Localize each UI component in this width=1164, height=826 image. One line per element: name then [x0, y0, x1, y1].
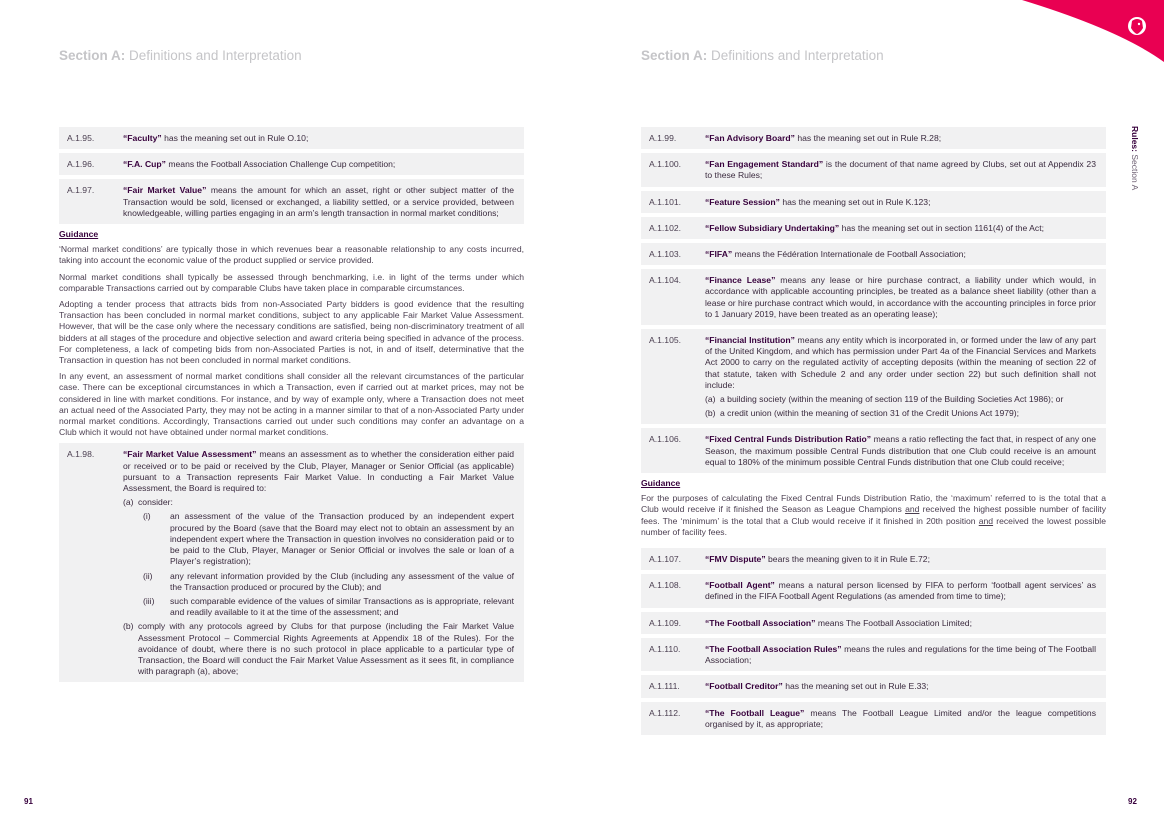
definition-text [123, 159, 514, 170]
definition-description: means any lease or hire purchase contract, a liability under which would, in accordance with applicable accounting principles, be treated as a balance sheet liability (other than a lease or hire purchase contract which would, in accordance with the accounting principles in force prior to 1 January 2019, have been treated as an operating lease); [705, 275, 1096, 319]
definition-number: A.1.109. [649, 617, 682, 628]
clause-b [123, 621, 514, 677]
clause-label: (b) [123, 621, 134, 632]
definition-description: has the meaning set out in Rule O.10; [161, 133, 309, 143]
subclause-item [705, 408, 1096, 419]
subclause-list [705, 394, 1096, 419]
definition-term: “Fixed Central Funds Distribution Ratio” [705, 434, 872, 445]
page-number-right: 92 [1128, 797, 1137, 806]
definition-text [705, 159, 1096, 181]
subclause-label: (ii) [143, 570, 153, 581]
subclause-list [123, 511, 514, 618]
definition-row [59, 153, 524, 175]
definition-row [641, 127, 1106, 149]
section-header-bold: Section A: [59, 48, 126, 63]
guidance-paragraph: Adopting a tender process that attracts bids from non-Associated Party bidders is good evidence that the resulting Transaction has been concluded in normal market conditions, subject to any applicable Fair Market Value Assessment. However, that will be the case only where the necessary conditions are satisfied, being non-discriminatory treatment of all bidders at all stages of the procedure and objective selection and award criteria being specified in advance of the process. For completeness, a lack of competing bids from non-Associated Parties is not, in and of itself, determinative that the Transaction in question has not been concluded in normal market conditions. [59, 299, 524, 366]
guidance-underlined: and [905, 504, 920, 515]
definition-row [641, 217, 1106, 239]
definition-number: A.1.107. [649, 554, 682, 565]
side-label [1128, 126, 1142, 216]
definition-number: A.1.111. [649, 681, 680, 692]
definition-number: A.1.104. [649, 275, 682, 286]
definition-row [59, 179, 524, 224]
definitions-group [641, 548, 1106, 735]
definition-description: is the document of that name agreed by Clubs, set out at Appendix 23 to these Rules; [705, 159, 1096, 181]
definition-description: has the meaning set out in Rule R.28; [794, 133, 942, 143]
definition-number: A.1.103. [649, 249, 682, 260]
subclause-text: a building society (within the meaning of section 119 of the Building Societies Act 1986); or [720, 394, 1064, 405]
definition-row [641, 153, 1106, 186]
definition-number: A.1.96. [67, 159, 95, 170]
subclause-label: (b) [705, 408, 716, 419]
definition-row [641, 548, 1106, 570]
guidance-paragraph: Normal market conditions shall typically be assessed through benchmarking, i.e. in light of the terms under which comparable Transactions carried out by comparable Clubs have taken place in comparable circumstances. [59, 271, 524, 293]
definition-term: “Football Creditor” [705, 681, 783, 692]
definition-body [123, 449, 514, 677]
subclause-item [123, 511, 514, 567]
section-header-bold: Section A: [641, 48, 708, 63]
clause-text: consider: [138, 497, 173, 508]
subclause-text: a credit union (within the meaning of section 31 of the Credit Unions Act 1979); [720, 408, 1020, 419]
guidance-underlined: and [978, 515, 994, 526]
definition-row [641, 269, 1106, 325]
definition-description: means the Fédération Internationale de Football Association; [732, 249, 966, 260]
section-header-text: Definitions and Interpretation [125, 48, 302, 63]
definition-a1106 [641, 428, 1106, 473]
definition-text [705, 708, 1096, 730]
definition-term: “The Football Association Rules” [705, 643, 842, 654]
definition-text [705, 434, 1096, 468]
definition-term: “Fair Market Value” [123, 185, 207, 196]
definition-description: means an assessment as to whether the consideration either paid or received or to be paid or received by the Club, Player, Manager or Senior Official (as applicable) pursuant to a Transaction represents Fair Market Value. In conducting a Fair Market Value Assessment, the Board is required to: [123, 449, 514, 494]
guidance-paragraphs [59, 244, 524, 438]
definition-a198 [59, 443, 524, 682]
definition-row [641, 638, 1106, 671]
definition-description: means any entity which is incorporated in, or formed under the law of any part of the United Kingdom, and which has permission under Part 4a of the Financial Services and Markets Act 2000 to carry on the regulated activity of accepting deposits (within the meaning of section 22 of that statute, taken with Schedule 2 and any order under section 22) but such definition shall not include: [705, 335, 1096, 390]
definition-text [705, 681, 1096, 692]
definition-description: means a ratio reflecting the fact that, in respect of any one Season, the maximum possible Central Funds distribution that one Club could receive is an amount equal to 180% of the minimum possible Central Funds distribution that one Club could receive; [705, 434, 1096, 467]
definition-row [641, 191, 1106, 213]
definition-term: “Football Agent” [705, 580, 775, 591]
section-header [641, 48, 884, 63]
section-header-text: Definitions and Interpretation [707, 48, 884, 63]
definition-number: A.1.102. [649, 222, 682, 233]
definition-term: “The Football League” [705, 707, 805, 718]
definition-term: “Faculty” [123, 133, 162, 143]
definition-text [705, 275, 1096, 320]
definition-number: A.1.98. [67, 449, 95, 460]
definition-description: means The Football League Limited and/or the league competitions organised by it, as appropriate; [705, 707, 1096, 729]
definition-term: “The Football Association” [705, 617, 816, 628]
left-content [59, 127, 524, 686]
definition-row [641, 675, 1106, 697]
definition-number: A.1.106. [649, 434, 682, 445]
definition-text [705, 133, 1096, 144]
subclause-item [705, 394, 1096, 405]
definition-description: means the Football Association Challenge Cup competition; [165, 159, 396, 170]
clause-text: comply with any protocols agreed by Clubs for that purpose (including the Fair Market Value Assessment Protocol – Commercial Rights Agreements at Appendix 18 of the Rules). For the avoidance of doubt, where there is no such protocol in place applicable to a particular type of Transaction, the Board will conduct the Fair Market Value Assessment as it sees fit, in compliance with paragraph (a), above; [138, 621, 514, 677]
subclause-text: such comparable evidence of the values of similar Transactions as is appropriate, relevant and readily available to it at the time of the assessment; and [170, 595, 514, 618]
right-content [641, 127, 1106, 739]
definition-description: means The Football Association Limited; [815, 617, 972, 628]
definition-term: “F.A. Cup” [123, 159, 166, 170]
definition-number: A.1.99. [649, 133, 677, 143]
definition-text [705, 618, 1096, 629]
definition-number: A.1.101. [649, 196, 682, 207]
definition-text [705, 580, 1096, 602]
definition-term: “Fan Advisory Board” [705, 133, 795, 143]
definition-body [705, 335, 1096, 419]
clause-a [123, 497, 514, 508]
guidance-heading: Guidance [59, 229, 99, 240]
definition-term: “Fair Market Value Assessment” [123, 449, 257, 460]
guidance-paragraph [641, 493, 1106, 538]
definition-description: bears the meaning given to it in Rule E.72; [765, 554, 930, 565]
definition-number: A.1.108. [649, 580, 682, 591]
guidance-heading: Guidance [641, 478, 681, 489]
definition-description: has the meaning set out in Rule K.123; [779, 196, 931, 207]
definition-row [641, 243, 1106, 265]
definition-term: “Finance Lease” [705, 275, 776, 286]
definition-term: “Fellow Subsidiary Undertaking” [705, 222, 840, 233]
definitions-group [59, 127, 524, 224]
definition-number: A.1.97. [67, 185, 95, 196]
definition-text [705, 644, 1096, 666]
definition-description: has the meaning set out in Rule E.33; [782, 681, 929, 692]
definition-text [123, 449, 514, 494]
guidance-paragraph: ‘Normal market conditions’ are typically those in which revenues bear a reasonable relationship to any costs incurred, taking into account the economic value of the product supplied or service provided. [59, 244, 524, 266]
right-page [582, 0, 1164, 826]
definition-term: “FMV Dispute” [705, 554, 766, 565]
definition-term: “Fan Engagement Standard” [705, 159, 824, 170]
side-label-text [1130, 126, 1140, 190]
definition-text [705, 249, 1096, 260]
definition-row [641, 574, 1106, 607]
definition-a1105 [641, 329, 1106, 424]
section-header [59, 48, 302, 63]
definition-number: A.1.110. [649, 643, 681, 654]
subclause-item [123, 571, 514, 593]
subclause-label: (i) [143, 511, 151, 522]
side-label-rest: Section A [1130, 151, 1140, 191]
definitions-group [641, 127, 1106, 325]
definition-text [705, 554, 1096, 565]
subclause-text: an assessment of the value of the Transaction produced by an independent expert procured by the Board (save that the Board may elect not to obtain an assessment by an independent expert where the Transaction in question involves no consideration paid or to be paid to the Club, Player, Manager or Senior Official or involves the sale or loan of a Player’s registration); [170, 511, 514, 567]
guidance-text: For the purposes of calculating the Fixed Central Funds Distribution Ratio, the ‘maximum’ referred to is the total that a Club would receive if it finished the Season as League Champions [641, 493, 1106, 515]
guidance-text: received the lowest possible number of facility fees. [641, 515, 1106, 537]
definition-number: A.1.105. [649, 335, 682, 346]
definition-text [705, 223, 1096, 234]
definition-description: has the meaning set out in section 1161(4) of the Act; [839, 222, 1044, 233]
guidance-paragraph: In any event, an assessment of normal market conditions shall consider all the relevant circumstances of the particular case. There can be exceptional circumstances in which a Transaction, even if carried out at market prices, may not be considered in line with market conditions. For instance, and by way of example only, where a Transaction does not meet an actual need of the Associated Party, they may not be acting in a manner similar to that of a non-Associated Party under normal market conditions. Accordingly, Transactions carried out under such conditions may confer an advantage on a Club which it would not have obtained under normal market conditions. [59, 371, 524, 438]
definition-text [123, 185, 514, 219]
subclause-label: (a) [705, 394, 716, 405]
subclause-item [123, 596, 514, 618]
definition-description: means a natural person licensed by FIFA to perform ‘football agent services’ as defined in the FIFA Football Agent Regulations (as amended from time to time); [705, 580, 1096, 602]
definition-term: “Financial Institution” [705, 335, 795, 346]
definition-number: A.1.95. [67, 133, 95, 143]
clause-label: (a) [123, 497, 134, 508]
definition-row [641, 702, 1106, 735]
guidance-block [59, 229, 524, 438]
definition-number: A.1.112. [649, 707, 681, 718]
side-label-bold: Rules: [1130, 126, 1140, 152]
definition-term: “FIFA” [705, 249, 733, 260]
definition-description: means the rules and regulations for the time being of The Football Association; [705, 643, 1096, 666]
subclause-label: (iii) [143, 595, 155, 606]
definition-text [705, 197, 1096, 208]
definition-row [641, 612, 1106, 634]
definition-text [705, 335, 1096, 391]
definition-description: means the amount for which an asset, right or other subject matter of the Transaction would be sold, licensed or exchanged, a liability settled, or a service provided, between knowledgeable, willing parties engaging in an arm’s length transaction in normal market conditions; [123, 185, 514, 218]
guidance-block [641, 478, 1106, 538]
definition-text [123, 133, 514, 144]
page-number-left: 91 [24, 797, 33, 806]
definition-number: A.1.100. [649, 159, 682, 170]
definition-term: “Feature Session” [705, 196, 780, 207]
subclause-text: any relevant information provided by the Club (including any assessment of the value of the Transaction produced or procured by the Club); and [170, 570, 514, 592]
definition-row [59, 127, 524, 149]
guidance-text: received the highest possible number of facility fees. The ‘minimum’ is the total that a Club would receive if it finished in 20th position [641, 504, 1106, 526]
